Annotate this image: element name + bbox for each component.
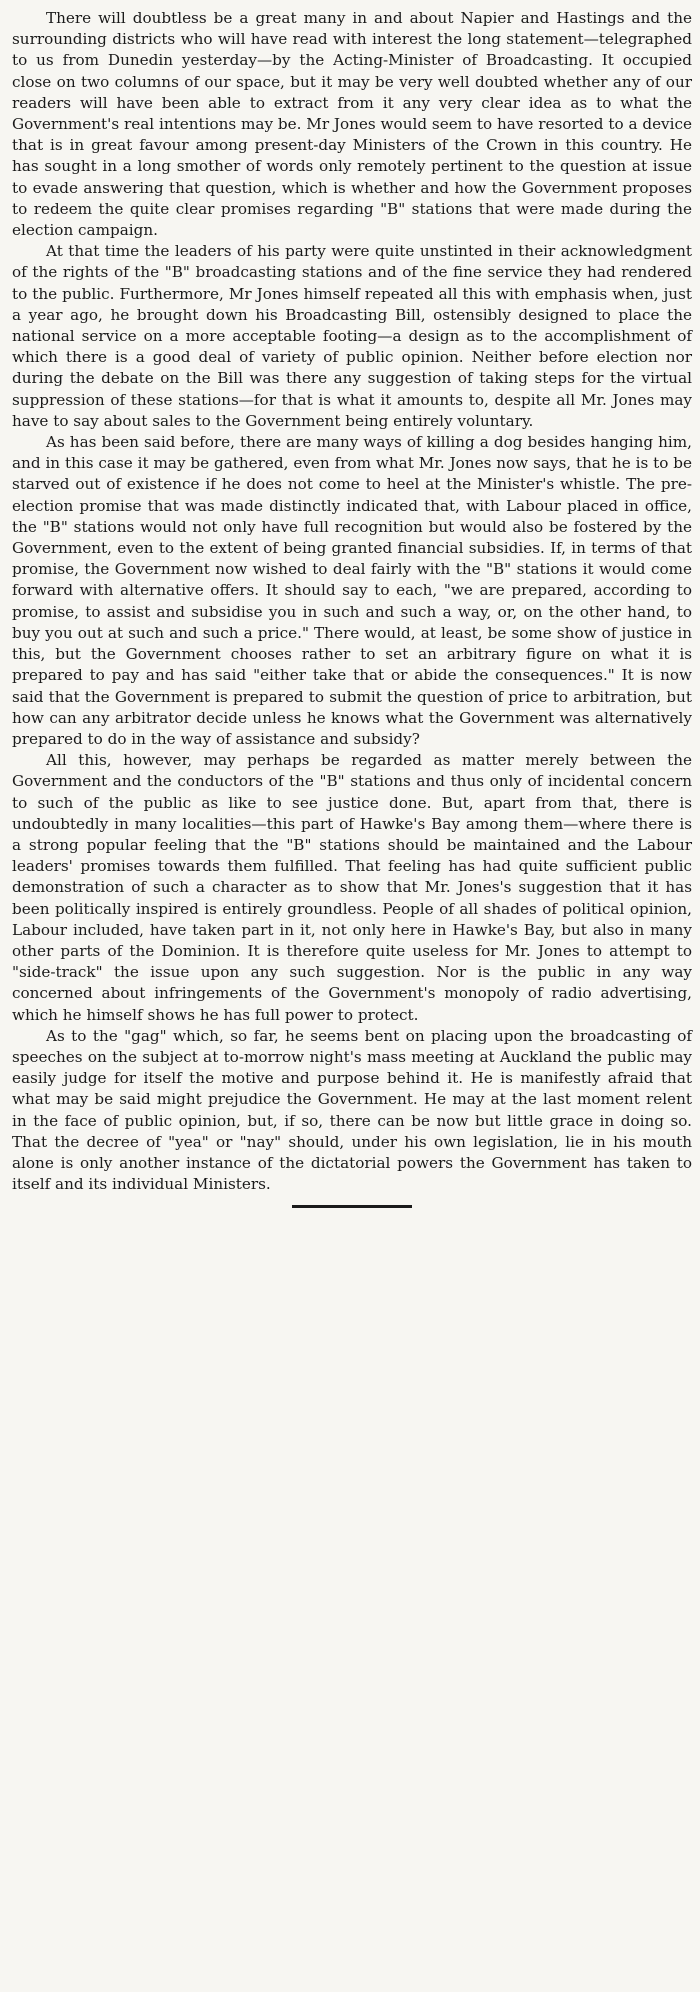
paragraph-1: There will doubtless be a great many in and about Napier and Hastings and the surrounding districts who will have read with interest the long statement—telegraphed to us from Dunedin yesterday—by the Acting-Minister of Broadcasting. It occupied close on two columns of our space, but it may be very well doubted whether any of our readers will have been able to extract from it any very clear idea as to what the Government's real intentions may be. Mr Jones would seem to have resorted to a device that is in great favour among present-day Ministers of the Crown in this country. He has sought in a long smother of words only remotely pertinent to the question at issue to evade answering that question, which is whether and how the Government proposes to redeem the quite clear promises regarding "B" stations that were made during the election campaign. — [12, 9, 692, 240]
paragraph-2: At that time the leaders of his party were quite unstinted in their acknowledgment of the rights of the "B" broadcasting stations and of the fine service they had rendered to the public. Furthermore, Mr Jones himself repeated all this with emphasis when, just a year ago, he brought down his Broadcasting Bill, ostensibly designed to place the national service on a more acceptable footing—a design as to the accomplishment of which there is a good deal of variety of public opinion. Neither before election nor during the debate on the Bill was there any suggestion of taking steps for the virtual suppression of these stations—for that is what it amounts to, despite all Mr. Jones may have to say about sales to the Government being entirely voluntary. — [12, 242, 692, 430]
paragraph-3: As has been said before, there are many ways of killing a dog besides hanging him, and in this case it may be gathered, even from what Mr. Jones now says, that he is to be starved out of existence if he does not come to heel at the Minister's whistle. The pre-election promise that was made distinctly indicated that, with Labour placed in office, the "B" stations would not only have full recognition but would also be fostered by the Government, even to the extent of being granted financial subsidies. If, in terms of that promise, the Government now wished to deal fairly with the "B" stations it would come forward with alternative offers. It should say to each, "we are prepared, according to promise, to assist and subsidise you in such and such a way, or, on the other hand, to buy you out at such and such a price." There would, at least, be some show of justice in this, but the Government chooses rather to set an arbitrary figure on what it is prepared to pay and has said "either take that or abide the consequences." It is now said that the Government is prepared to submit the question of price to arbitration, but how can any arbitrator decide unless he knows what the Government was alternatively prepared to do in the way of assistance and subsidy? — [12, 433, 692, 748]
paragraph-5: As to the "gag" which, so far, he seems bent on placing upon the broadcasting of speeches on the subject at to-morrow night's mass meeting at Auckland the public may easily judge for itself the motive and purpose behind it. He is manifestly afraid that what may be said might prejudice the Government. He may at the last moment relent in the face of public opinion, but, if so, there can be now but little grace in doing so. That the decree of "yea" or "nay" should, under his own legislation, lie in his mouth alone is only another instance of the dictatorial powers the Government has taken to itself and its individual Ministers. — [12, 1026, 692, 1194]
closing-rule — [292, 1205, 412, 1208]
paragraph-4: All this, however, may perhaps be regarded as matter merely between the Government and the conductors of the "B" stations and thus only of incidental concern to such of the public as like to see justice done. But, apart from that, there is undoubtedly in many localities—this part of Hawke's Bay among them—where there is a strong popular feeling that the "B" stations should be maintained and the Labour leaders' promises towards them fulfilled. That feeling has had quite sufficient public demonstration of such a character as to show that Mr. Jones's suggestion that it has been politically inspired is entirely groundless. People of all shades of political opinion, Labour included, have taken part in it, not only here in Hawke's Bay, but also in many other parts of the Dominion. It is therefore quite useless for Mr. Jones to attempt to "side-track" the issue upon any such suggestion. Nor is the public in any way concerned about infringements of the Government's monopoly of radio advertising, which he himself shows he has full power to protect. — [12, 751, 692, 1024]
editorial-column — [12, 8, 692, 1208]
